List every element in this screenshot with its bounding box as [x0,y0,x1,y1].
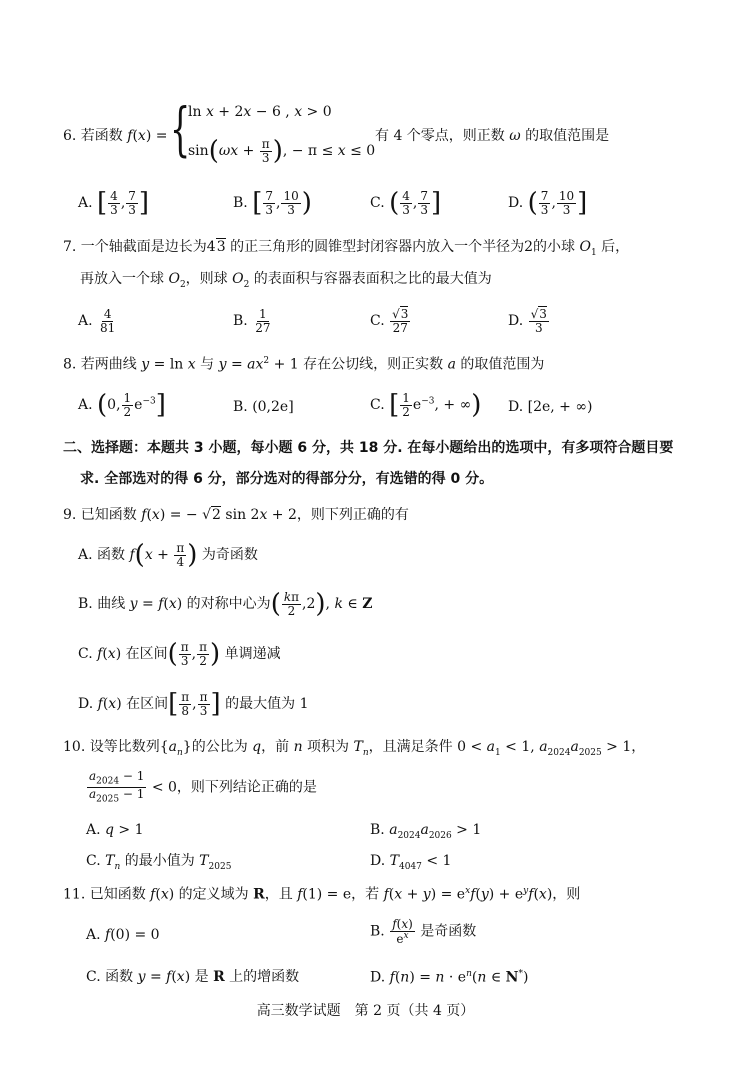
q9-option-c: C. f(x) 在区间( $\frac{\pi}{3}$ , $\frac{\pi}{2}$ ) 单调递减 [78,639,281,670]
q6-case1: ln x + 2x − 6 , x > 0 [188,104,332,120]
q6-option-a: A. [ $\frac{4}{3}$ , $\frac{7}{3}$ ] [78,188,150,219]
q6-option-c: C. ( $\frac{4}{3}$ , $\frac{7}{3}$ ] [370,188,442,219]
q6-option-d: D. ( $\frac{7}{3}$ , $\frac{10}{3}$ ] [508,188,588,219]
q10-option-b: B. $a_{2024}a_{2026} > 1$ [370,822,482,841]
q8-line1: 8. 若两曲线 y = ln x 与 $y = ax^2 + 1$ 存在公切线，则正实数 a 的取值范围为 [63,356,545,373]
page-footer: 高三数学试题 第 2 页（共 4 页） [256,1003,475,1019]
q6-case2: sin(ωx + $\frac{\pi}{3}$ ), − π ≤ x ≤ 0 [188,136,376,167]
q9-option-a: A. 函数 f(x + $\frac{\pi}{4}$ ) 为奇函数 [78,540,258,571]
q11-option-b: B. $\frac{f(x)}{e^x}$ 是奇函数 [370,917,477,946]
section-2-line1: 二、选择题：本题共 3 小题，每小题 6 分，共 18 分. 在每小题给出的选项中，有多项符合题目要 [63,440,674,456]
q8-option-d: D. [2e, + ∞) [508,399,593,415]
q6-option-b: B. [ $\frac{7}{3}$ , $\frac{10}{3}$ ) [233,188,312,219]
q10-option-c: C. $T_n$ 的最小值为 $T_{2025}$ [86,853,232,872]
q10-line1: 10. 设等比数列$\{a_n\}$的公比为 q，前 n 项积为 $T_n$，且满足条件 $0 < a_1 < 1$, $a_{2024}a_{2025} > 1$， [63,739,646,758]
q6-tail: 有 4 个零点，则正数 ω 的取值范围是 [375,128,610,144]
q11-option-c: C. 函数 y = f(x) 是 R 上的增函数 [86,969,300,985]
section-2-line2: 求. 全部选对的得 6 分，部分选对的得部分分，有选错的得 0 分。 [80,471,494,487]
q11-option-a: A. f(0) = 0 [86,927,160,943]
q11-line1: 11. 已知函数 f(x) 的定义域为 R，且 f(1) = e，若 $f(x + y) = e^xf(y) + e^yf(x)$，则 [63,886,581,903]
q9-option-b: B. 曲线 y = f(x) 的对称中心为( $\frac{k\pi}{2}$ ,2), k ∈ Z [78,589,373,620]
q7-option-d: D. $\frac{√3}{3}$ [508,307,547,335]
q7-option-a: A. $\frac{4}{81}$ [78,307,116,335]
q7-line2: 再放入一个球 $O_2$，则球 $O_2$ 的表面积与容器表面积之比的最大值为 [80,271,492,290]
q6-brace: { [170,95,191,163]
q7-line1: 7. 一个轴截面是边长为43 的正三角形的圆锥型封闭容器内放入一个半径为2的小球 $O_1$ 后， [63,239,630,258]
q7-option-c: C. $\frac{√3}{27}$ [370,307,409,335]
q7-option-b: B. $\frac{1}{27}$ [233,307,271,335]
q8-option-a: A. (0, $\frac{1}{2}$ $e^{-3}$] [78,390,166,421]
q6-label: 6. 若函数 f(x) = [63,128,168,144]
q9-line1: 9. 已知函数 f(x) = − √2 sin 2x + 2，则下列正确的有 [63,507,409,523]
q10-option-d: D. $T_{4047} < 1$ [370,853,452,872]
q10-line2: $\frac{a_{2024} - 1}{a_{2025} - 1}$ < 0，则下列结论正确的是 [89,769,317,805]
q8-option-b: B. (0,2e] [233,399,294,415]
q11-option-d: D. $f(n) = n \cdot e^n(n$ ∈ N*) [370,969,529,986]
q8-option-c: C. [ $\frac{1}{2}$ $e^{-3}$, + ∞) [370,390,482,421]
q10-option-a: A. q > 1 [86,822,144,838]
q9-option-d: D. f(x) 在区间[ $\frac{\pi}{8}$ , $\frac{\pi}{3}$ ] 的最大值为 1 [78,689,309,720]
